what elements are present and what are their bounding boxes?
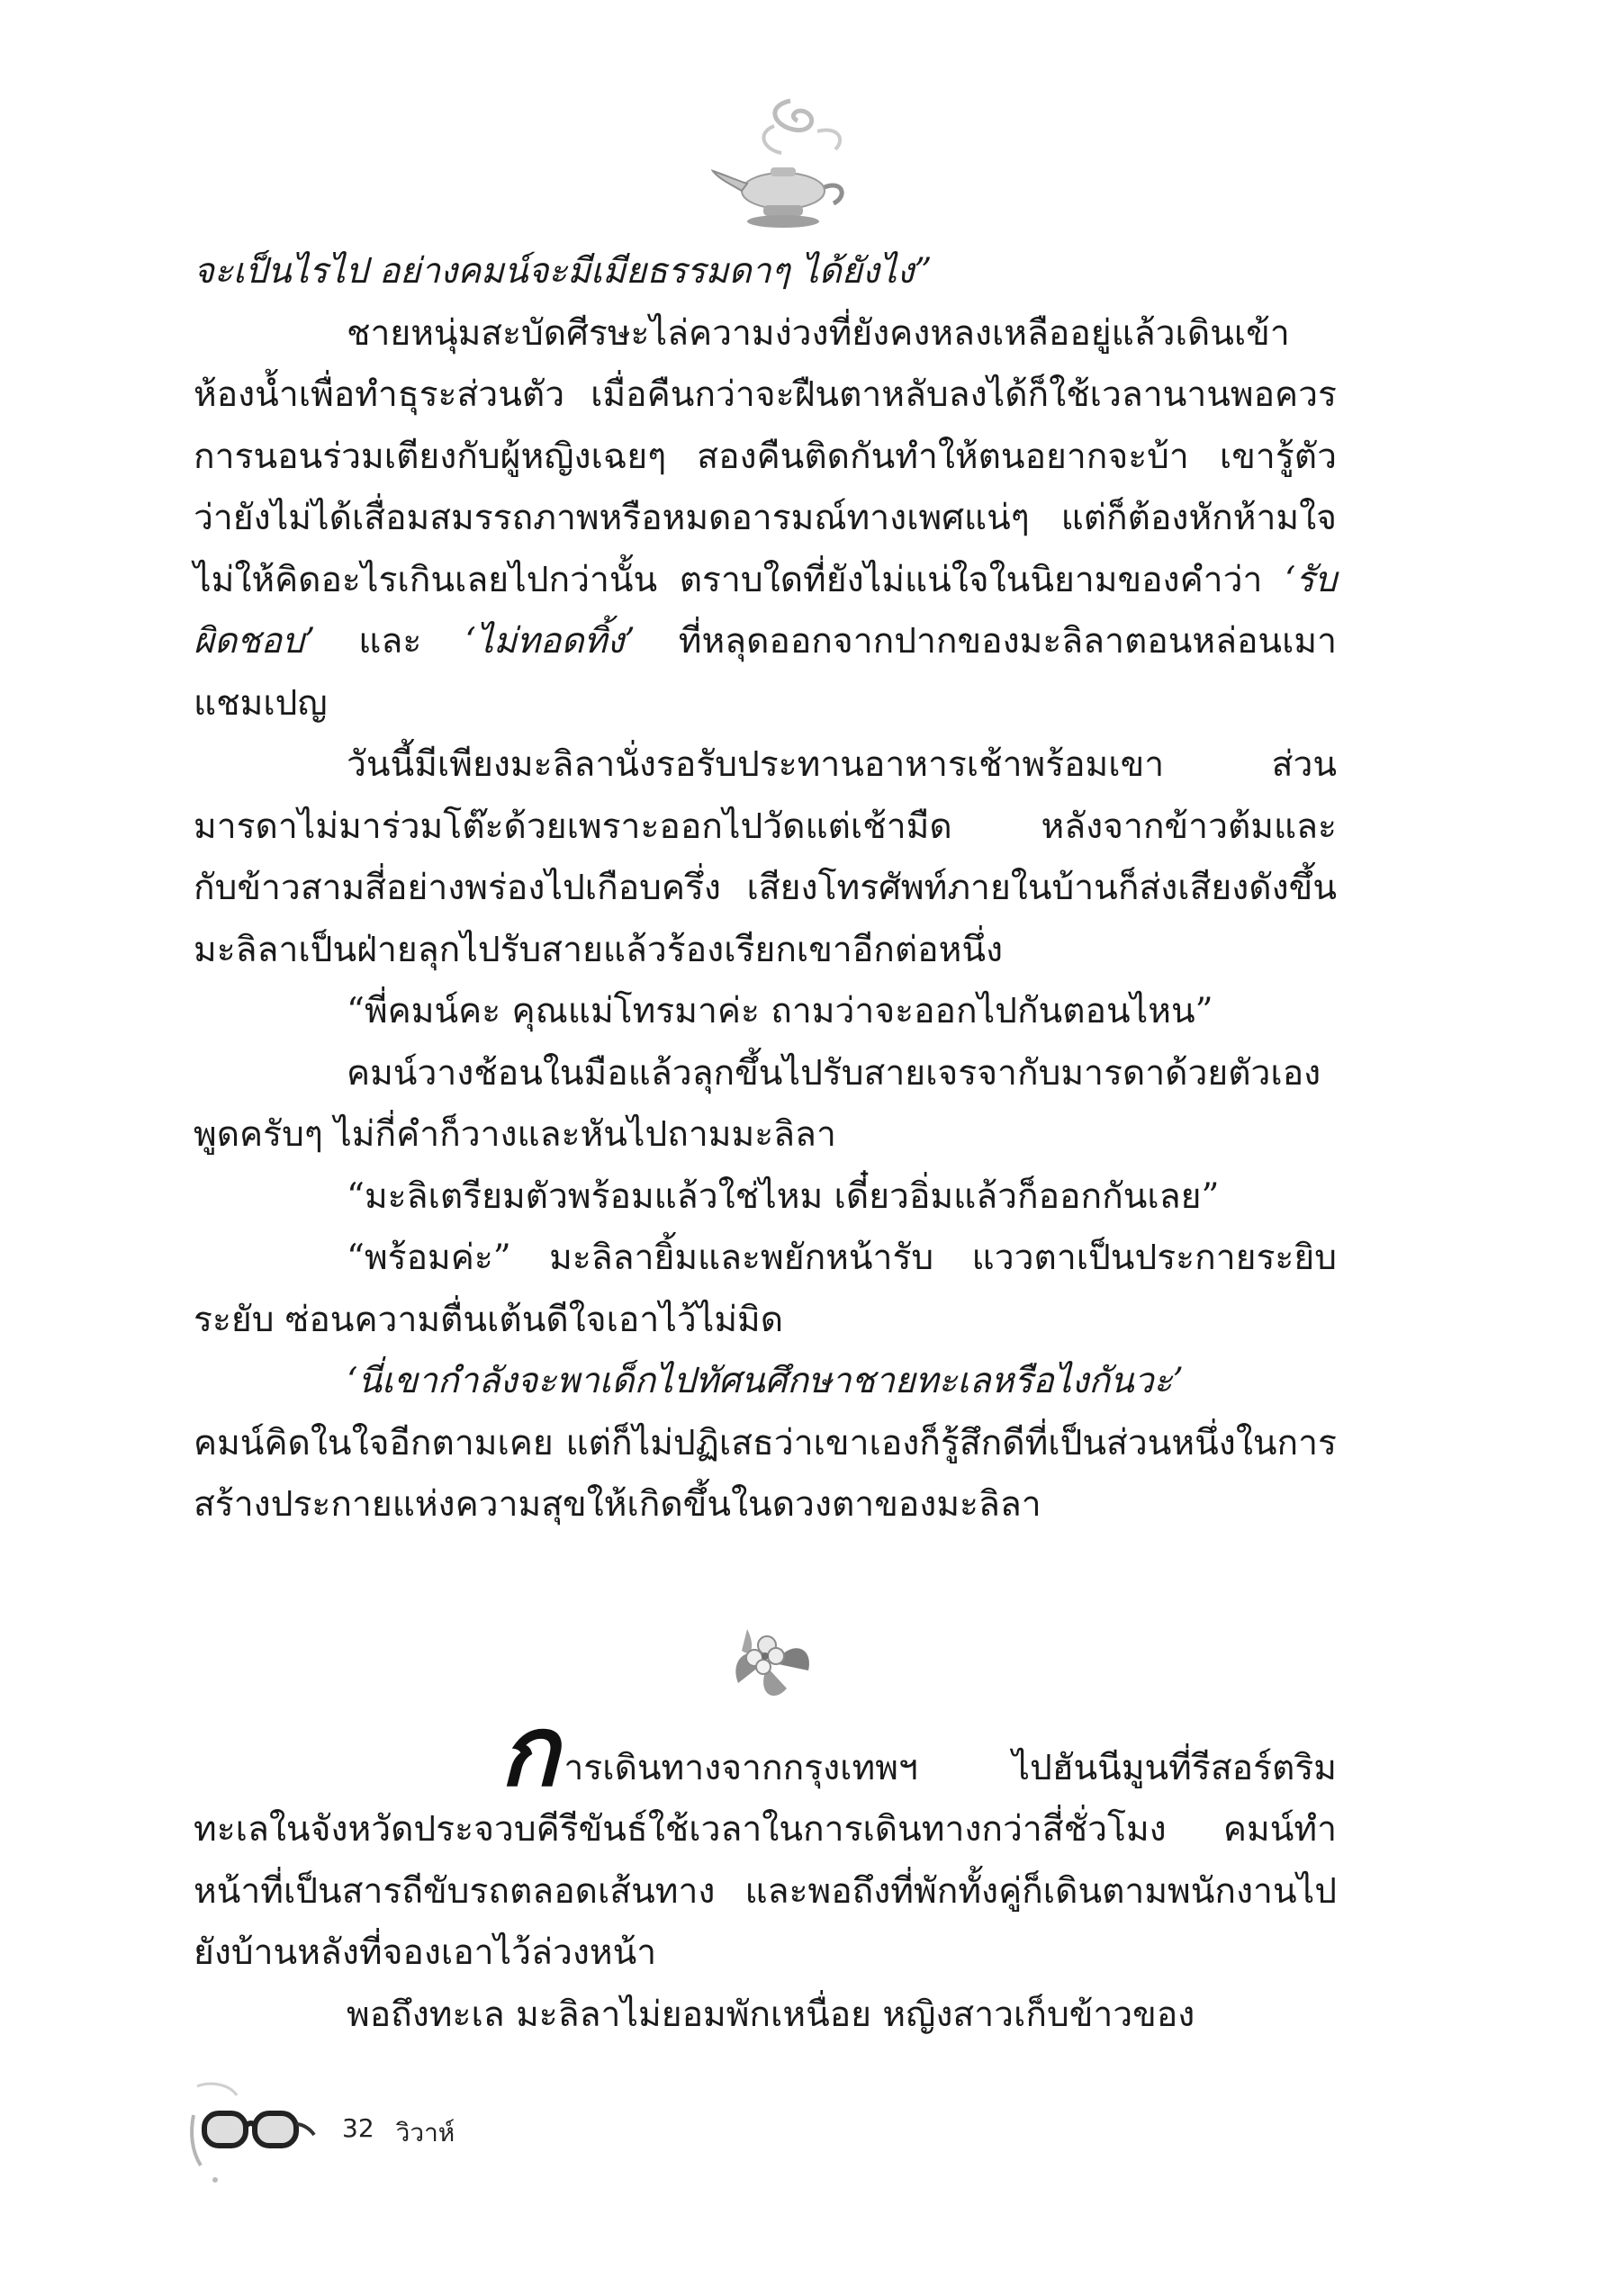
italic-phrase: ‘รับผิดชอบ’ bbox=[194, 559, 1337, 662]
paragraph: “พร้อมค่ะ” มะลิลายิ้มและพยักหน้ารับ แววตาเป็นประกายระยิบระยับ ซ่อนความตื่นเต้นดีใจเอาไว้ไม่มิด bbox=[194, 1238, 1337, 1340]
body-text bbox=[194, 241, 1337, 2046]
drop-cap: ก bbox=[500, 1695, 559, 1808]
dialogue-line: “มะลิเตรียมตัวพร้อมแล้วใช่ไหม เดี๋ยวอิ่มแล้วก็ออกกันเลย” bbox=[347, 1175, 1220, 1217]
jasmine-flower-icon bbox=[720, 1611, 819, 1710]
paragraph-text: ที่หลุดออกจากปากของมะลิลาตอนหล่อนเมาแชมเปญ bbox=[194, 621, 1338, 724]
paragraph-with-dropcap bbox=[194, 1695, 1337, 1985]
paragraph: คมน์คิดในใจอีกตามเคย แต่ก็ไม่ปฏิเสธว่าเขาเองก็รู้สึกดีที่เป็นส่วนหนึ่งในการสร้างประกายแห่งความสุขให้เกิดขึ้นในดวงตาของมะลิลา bbox=[194, 1422, 1337, 1525]
book-title: วิวาห์ bbox=[395, 2118, 455, 2147]
paragraph-text: ารเดินทางจากกรุงเทพฯ ไปฮันนีมูนที่รีสอร์ตริมทะเลในจังหวัดประจวบคีรีขันธ์ใช้เวลาในการเดินทางกว่าสี่ชั่วโมง คมน์ทำหน้าที่เป็นสารถีขับรถตลอดเส้นทาง และพอถึงที่พักทั้งคู่ก็เดินตามพนักงานไปยังบ้านหลังที่จองเอาไว้ล่วงหน้า bbox=[194, 1747, 1337, 1973]
page-number: 32 bbox=[342, 2113, 374, 2143]
paragraph-text: ชายหนุ่มสะบัดศีรษะไล่ความง่วงที่ยังคงหลงเหลืออยู่แล้วเดินเข้าห้องน้ำเพื่อทำธุระส่วนตัว เมื่อคืนกว่าจะฝืนตาหลับลงได้ก็ใช้เวลานานพอควร การนอนร่วมเตียงกับผู้หญิงเฉยๆ สองคืนติดกันทำให้ตนอยากจะบ้า เขารู้ตัวว่ายังไม่ได้เสื่อมสมรรถภาพหรือหมดอารมณ์ทางเพศแน่ๆ แต่ก็ต้องหักห้ามใจไม่ให้คิดอะไรเกินเลยไปกว่านั้น ตราบใดที่ยังไม่แน่ใจในนิยามของคำว่า bbox=[194, 312, 1337, 600]
page-footer bbox=[342, 2113, 455, 2153]
goggles-icon bbox=[185, 2079, 320, 2187]
paragraph: คมน์วางช้อนในมือแล้วลุกขึ้นไปรับสายเจรจากับมารดาด้วยตัวเอง พูดครับๆ ไม่กี่คำก็วางและหันไปถามมะลิลา bbox=[194, 1052, 1321, 1155]
magic-lamp-icon bbox=[711, 90, 864, 234]
paragraph: วันนี้มีเพียงมะลิลานั่งรอรับประทานอาหารเช้าพร้อมเขา ส่วนมารดาไม่มาร่วมโต๊ะด้วยเพราะออกไปวัดแต่เช้ามืด หลังจากข้าวต้มและกับข้าวสามสี่อย่างพร่องไปเกือบครึ่ง เสียงโทรศัพท์ภายในบ้านก็ส่งเสียงดังขึ้น มะลิลาเป็นฝ่ายลุกไปรับสายแล้วร้องเรียกเขาอีกต่อหนึ่ง bbox=[194, 744, 1337, 970]
italic-phrase: ‘ไม่ทอดทิ้ง’ bbox=[464, 621, 636, 662]
paragraph-text: และ bbox=[315, 621, 465, 662]
paragraph bbox=[194, 303, 1337, 735]
paragraph: จะเป็นไรไป อย่างคมน์จะมีเมียธรรมดาๆ ได้ยังไง” bbox=[194, 251, 933, 292]
thought-line: ‘นี่เขากำลังจะพาเด็กไปทัศนศึกษาชายทะเลหรือไงกันวะ’ bbox=[347, 1361, 1184, 1401]
dialogue-line: “พี่คมน์คะ คุณแม่โทรมาค่ะ ถามว่าจะออกไปกันตอนไหน” bbox=[347, 991, 1213, 1031]
paragraph: พอถึงทะเล มะลิลาไม่ยอมพักเหนื่อย หญิงสาวเก็บข้าวของ bbox=[347, 1994, 1195, 2035]
